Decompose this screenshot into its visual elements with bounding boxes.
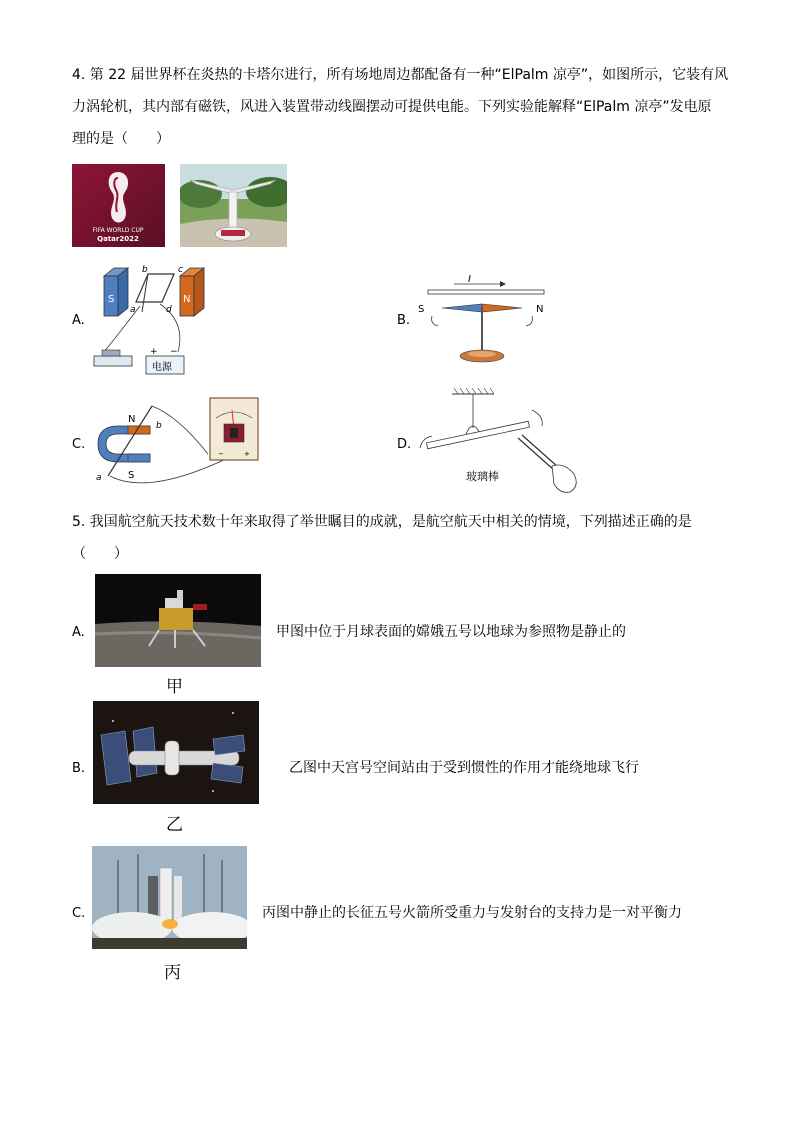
q4-option-a-label: A.	[72, 313, 85, 328]
q4-option-a-diagram	[90, 262, 215, 380]
svg-text:S: S	[418, 304, 425, 315]
svg-text:+: +	[150, 347, 158, 357]
q4-option-b-diagram	[414, 268, 554, 368]
svg-text:d: d	[166, 305, 172, 315]
svg-text:a: a	[130, 305, 136, 315]
svg-text:a: a	[96, 473, 102, 483]
svg-text:+: +	[244, 450, 250, 458]
svg-text:−: −	[218, 450, 224, 458]
q4-line-1: 4. 第 22 届世界杯在炎热的卡塔尔进行，所有场地周边都配备有一种“ElPalm 凉亭”，如图所示，它装有风	[72, 67, 729, 83]
svg-text:I: I	[468, 274, 471, 285]
q5-option-a-text: 甲图中位于月球表面的嫦娥五号以地球为参照物是静止的	[276, 624, 626, 640]
svg-text:N: N	[128, 414, 136, 425]
q5-option-c-label: C.	[72, 906, 86, 921]
elpalm-photo	[180, 164, 287, 247]
svg-text:b: b	[156, 421, 162, 431]
q5-option-a-label: A.	[72, 625, 85, 640]
svg-text:FIFA WORLD CUP: FIFA WORLD CUP	[92, 227, 144, 234]
svg-text:Qatar2022: Qatar2022	[97, 235, 139, 243]
svg-text:S: S	[128, 470, 135, 481]
svg-text:−: −	[170, 347, 178, 357]
glass-rod-caption: 玻璃棒	[466, 470, 499, 483]
q4-option-c-diagram	[88, 396, 263, 496]
magnet-a-s-label: S	[108, 294, 115, 305]
q4-option-d-diagram	[414, 388, 589, 498]
caption-jia: 甲	[166, 677, 183, 697]
q4-option-c-label: C.	[72, 437, 86, 452]
lunar-lander-photo	[95, 574, 261, 667]
caption-yi: 乙	[166, 815, 183, 835]
power-source-label: 电源	[152, 362, 172, 373]
space-station-photo	[93, 701, 259, 804]
fifa-logo-image	[72, 164, 165, 247]
q5-line-2: （ ）	[72, 546, 128, 562]
q4-line-2: 力涡轮机，其内部有磁铁，风进入装置带动线圈摆动可提供电能。下列实验能解释“ElPalm 凉亭”发电原	[72, 99, 712, 115]
q5-option-b-label: B.	[72, 761, 86, 776]
rocket-launch-photo	[92, 846, 247, 949]
q4-line-3: 理的是（ ）	[72, 131, 170, 147]
svg-text:b: b	[142, 265, 148, 275]
caption-bing: 丙	[164, 963, 181, 983]
magnet-a-n-label: N	[183, 294, 191, 305]
q5-option-c-text: 丙图中静止的长征五号火箭所受重力与发射台的支持力是一对平衡力	[262, 905, 682, 921]
q4-option-d-label: D.	[397, 437, 412, 452]
q5-option-b-text: 乙图中天宫号空间站由于受到惯性的作用才能绕地球飞行	[289, 760, 639, 776]
q4-option-b-label: B.	[397, 313, 411, 328]
q5-line-1: 5. 我国航空航天技术数十年来取得了举世瞩目的成就，是航空航天中相关的情境，下列描述正确的是	[72, 514, 692, 530]
svg-text:N: N	[536, 304, 544, 315]
svg-text:c: c	[178, 265, 183, 275]
